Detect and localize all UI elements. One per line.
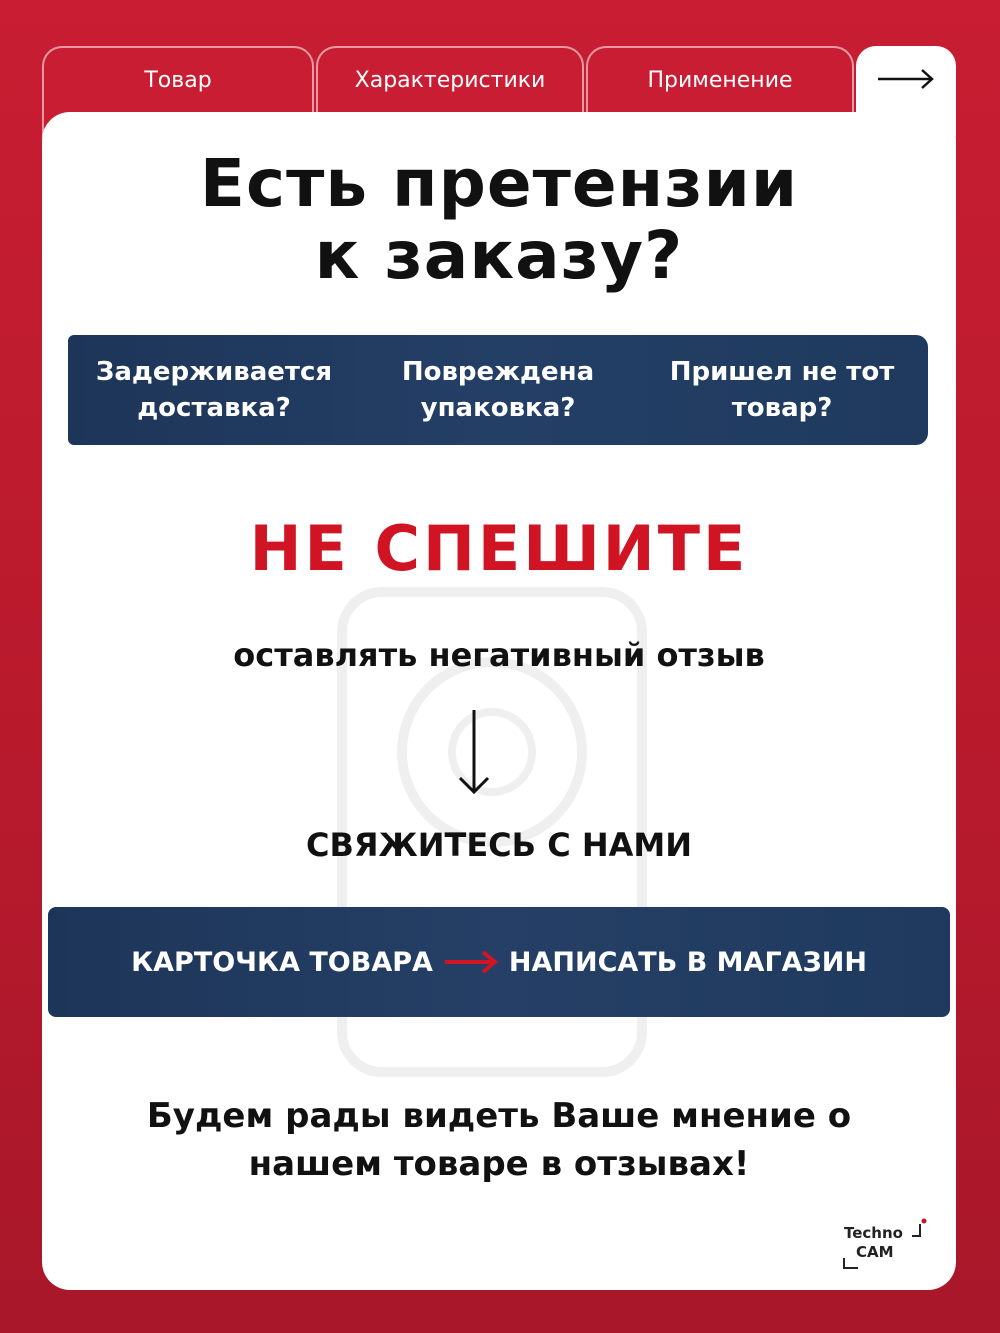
contact-steps-banner	[48, 907, 950, 1017]
tab-label: Применение	[647, 68, 793, 93]
brand-logo	[838, 1218, 928, 1278]
issue-text: товар?	[731, 393, 833, 423]
issue-item	[358, 354, 638, 426]
footer-line: нашем товаре в отзывах!	[248, 1144, 750, 1184]
issue-text: Пришел не тот	[669, 357, 895, 387]
warning-heading: НЕ СПЕШИТЕ	[249, 512, 749, 585]
issue-text: упаковка?	[420, 393, 576, 423]
title-line: к заказу?	[314, 217, 684, 294]
write-to-store-step[interactable]: НАПИСАТЬ В МАГАЗИН	[508, 946, 867, 978]
issue-text: доставка?	[137, 393, 291, 423]
tab-label: Товар	[144, 68, 212, 93]
warning-subtext: оставлять негативный отзыв	[233, 636, 765, 674]
title-line: Есть претензии	[199, 145, 799, 222]
arrow-right-icon	[443, 947, 499, 977]
issues-banner	[68, 335, 928, 445]
arrow-right-icon	[874, 64, 938, 94]
logo-text: Techno	[844, 1224, 903, 1242]
issue-text: Задерживается	[95, 357, 333, 387]
issue-item	[74, 354, 354, 426]
issue-item	[642, 354, 922, 426]
footer-line: Будем рады видеть Ваше мнение о	[146, 1096, 852, 1136]
contact-heading: СВЯЖИТЕСЬ С НАМИ	[306, 826, 692, 864]
content-card	[42, 112, 956, 1290]
product-card-step[interactable]: КАРТОЧКА ТОВАРА	[131, 946, 433, 978]
logo-text: CAM	[856, 1243, 894, 1261]
tab-label: Характеристики	[354, 68, 546, 93]
footer-message	[42, 1092, 956, 1188]
page-title	[42, 145, 956, 294]
issue-text: Повреждена	[401, 357, 595, 387]
arrow-down-icon	[454, 708, 494, 798]
